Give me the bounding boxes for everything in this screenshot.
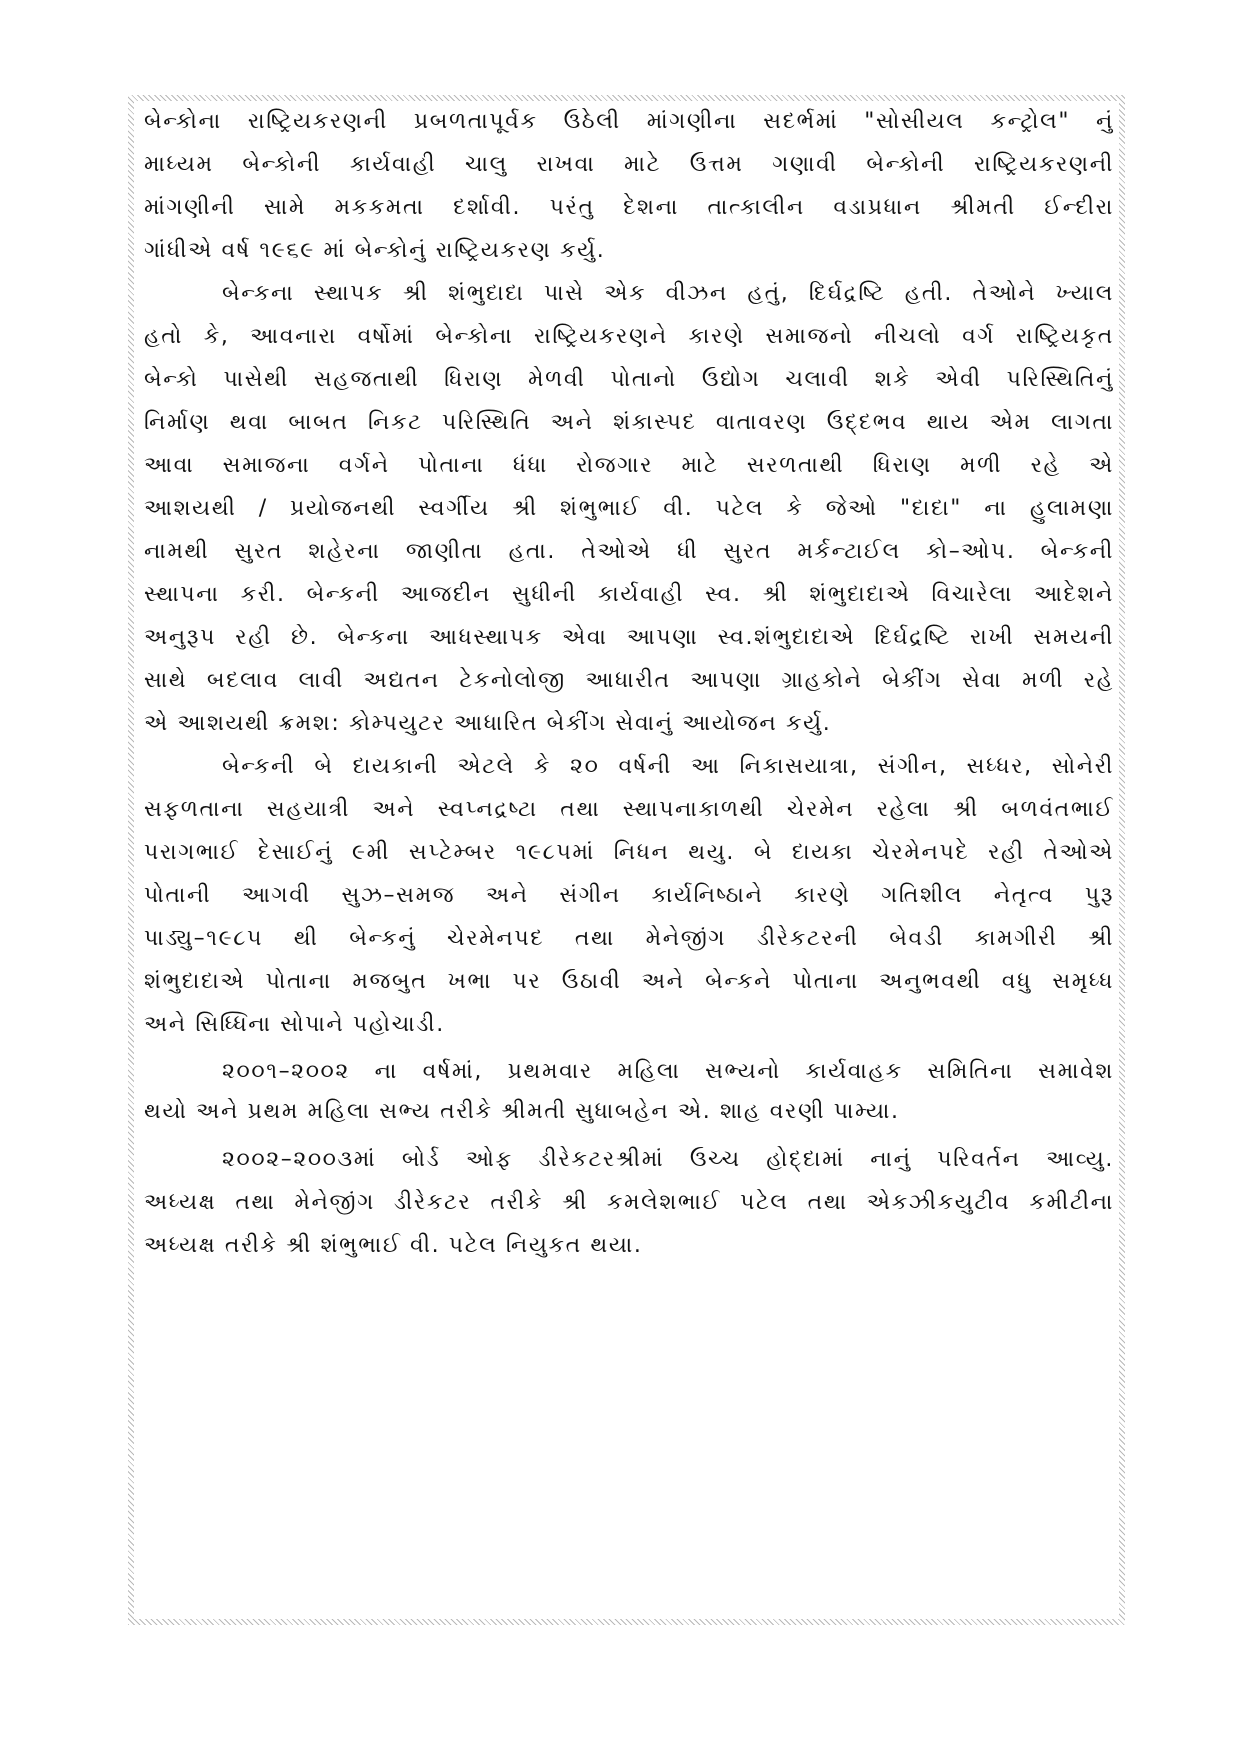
text-line: આશયથી / પ્રયોજનથી સ્વર્ગીય શ્રી શંભુભાઈ વી. પટેલ કે જેઓ "દાદા" ના હુલામણા xyxy=(144,496,1114,521)
text-line: સાથે બદલાવ લાવી અદ્યતન ટેકનોલોજી આધારીત આપણા ગ્રાહકોને બેકીંગ સેવા મળી રહે xyxy=(144,668,1114,693)
text-line: અને સિધ્ધિના સોપાને પહોચાડી. xyxy=(144,1012,445,1037)
text-line: માધ્યમ બેન્કોની કાર્યવાહી ચાલુ રાખવા માટે ઉત્તમ ગણાવી બેન્કોની રાષ્ટ્રિયકરણની xyxy=(144,152,1114,177)
text-line: અનુરૂપ રહી છે. બેન્કના આધસ્થાપક એવા આપણા સ્વ.શંભુદાદાએ દિર્ઘદ્રષ્ટિ રાખી સમયની xyxy=(144,625,1114,650)
text-line: પોતાની આગવી સુઝ–સમજ અને સંગીન કાર્યનિષ્ઠાને કારણે ગતિશીલ નેતૃત્વ પુરૂ xyxy=(144,883,1114,908)
text-line: સ્થાપના કરી. બેન્કની આજદીન સુધીની કાર્યવાહી સ્વ. શ્રી શંભુદાદાએ વિચારેલા આદેશને xyxy=(144,582,1114,607)
text-line: નિર્માણ થવા બાબત નિકટ પરિસ્થિતિ અને શંકાસ્પદ વાતાવરણ ઉદ્દભવ થાય એમ લાગતા xyxy=(144,410,1114,435)
text-line: ૨૦૦૧–૨૦૦૨ ના વર્ષમાં, પ્રથમવાર મહિલા સભ્યનો કાર્યવાહક સમિતિના સમાવેશ xyxy=(222,1059,1114,1084)
text-line: ૨૦૦૨–૨૦૦૩માં બોર્ડ ઓફ ડીરેકટરશ્રીમાં ઉચ્ચ હોદ્દામાં નાનું પરિવર્તન આવ્યુ. xyxy=(222,1147,1114,1172)
text-line: પરાગભાઈ દેસાઈનું ૯મી સપ્ટેમ્બર ૧૯૮૫માં નિધન થયુ. બે દાયકા ચેરમેનપદે રહી તેઓએ xyxy=(144,840,1114,865)
paragraph-first-woman-member xyxy=(144,1052,1114,1132)
text-line: બેન્કો પાસેથી સહજતાથી ધિરાણ મેળવી પોતાનો ઉદ્યોગ ચલાવી શકે એવી પરિસ્થિતિનું xyxy=(144,367,1114,392)
text-line: અધ્યક્ષ તરીકે શ્રી શંભુભાઈ વી. પટેલ નિયુકત થયા. xyxy=(144,1233,643,1258)
paragraph-bank-nationalization xyxy=(144,100,1114,272)
paragraph-founder-vision xyxy=(144,272,1114,745)
text-line: આવા સમાજના વર્ગને પોતાના ધંધા રોજગાર માટે સરળતાથી ધિરાણ મળી રહે એ xyxy=(144,453,1114,478)
text-line: ગાંધીએ વર્ષ ૧૯૬૯ માં બેન્કોનું રાષ્ટ્રિયકરણ કર્યુ. xyxy=(144,238,606,263)
text-line: સફળતાના સહયાત્રી અને સ્વપ્નદ્રષ્ટા તથા સ્થાપનાકાળથી ચેરમેન રહેલા શ્રી બળવંતભાઈ xyxy=(144,797,1114,822)
text-line: બેન્કની બે દાયકાની એટલે કે ૨૦ વર્ષની આ નિકાસયાત્રા, સંગીન, સધ્ધર, સોનેરી xyxy=(222,754,1114,779)
text-line: માંગણીની સામે મકકમતા દર્શાવી. પરંતુ દેશના તાત્કાલીન વડાપ્રધાન શ્રીમતી ઈન્દીરા xyxy=(144,195,1114,220)
text-line: અધ્યક્ષ તથા મેનેજીંગ ડીરેકટર તરીકે શ્રી કમલેશભાઈ પટેલ તથા એકઝીકયુટીવ કમીટીના xyxy=(144,1190,1114,1215)
paragraph-board-change xyxy=(144,1138,1114,1267)
text-line: થયો અને પ્રથમ મહિલા સભ્ય તરીકે શ્રીમતી સુધાબહેન એ. શાહ વરણી પામ્યા. xyxy=(144,1099,900,1124)
text-line: શંભુદાદાએ પોતાના મજબુત ખભા પર ઉઠાવી અને બેન્કને પોતાના અનુભવથી વધુ સમૃધ્ધ xyxy=(144,969,1114,994)
text-line: નામથી સુરત શહેરના જાણીતા હતા. તેઓએ ધી સુરત મર્કન્ટાઈલ કો–ઓપ. બેન્કની xyxy=(144,539,1114,564)
paragraph-two-decades xyxy=(144,745,1114,1046)
text-line: બેન્કના સ્થાપક શ્રી શંભુદાદા પાસે એક વીઝન હતું, દિર્ઘદ્રષ્ટિ હતી. તેઓને ખ્યાલ xyxy=(222,281,1114,306)
text-line: બેન્કોના રાષ્ટ્રિયકરણની પ્રબળતાપૂર્વક ઉઠેલી માંગણીના સદર્ભમાં "સોસીયલ કન્ટ્રોલ" નું xyxy=(144,109,1114,134)
text-line: હતો કે, આવનારા વર્ષોમાં બેન્કોના રાષ્ટ્રિયકરણને કારણે સમાજનો નીચલો વર્ગ રાષ્ટ્રિયકૃત xyxy=(144,324,1114,349)
text-line: એ આશયથી ક્રમશ: કોમ્પયુટર આધારિત બેકીંગ સેવાનું આયોજન કર્યુ. xyxy=(144,711,832,736)
text-line: પાડ્યુ–૧૯૮૫ થી બેન્કનું ચેરમેનપદ તથા મેનેજીંગ ડીરેકટરની બેવડી કામગીરી શ્રી xyxy=(144,926,1114,951)
document-body xyxy=(144,100,1114,1267)
